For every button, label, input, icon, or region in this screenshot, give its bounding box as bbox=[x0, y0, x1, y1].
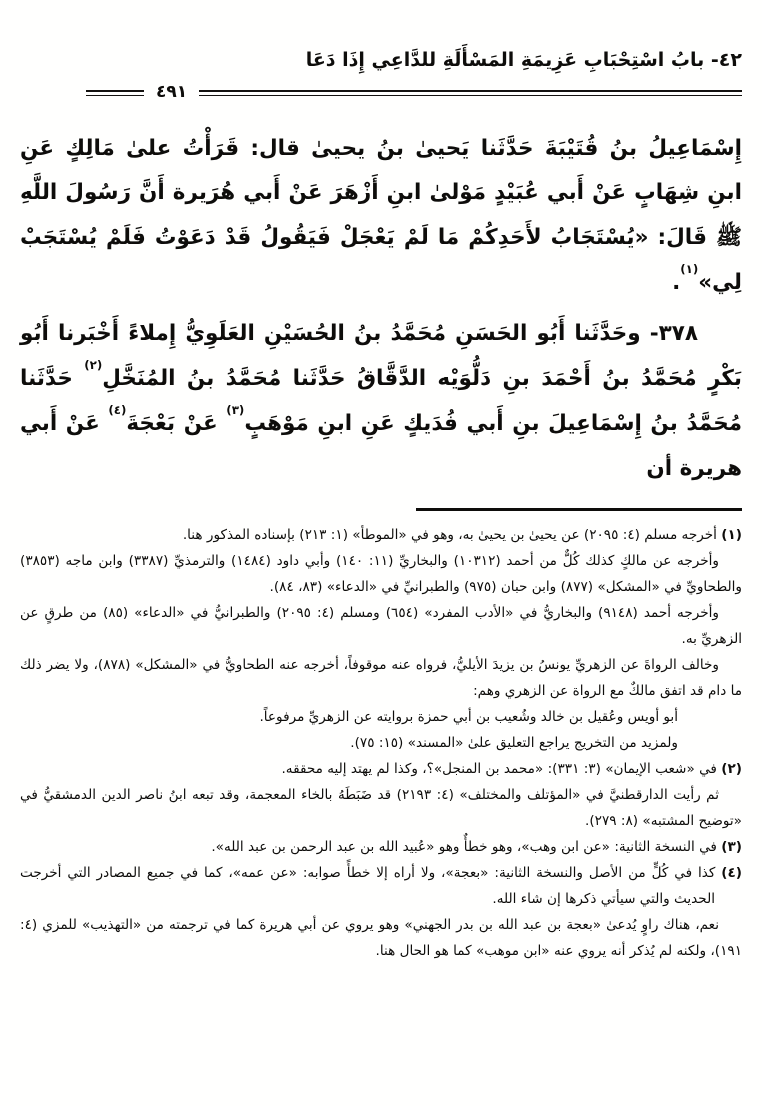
footnote-2 bbox=[20, 756, 742, 834]
footnote-paragraph bbox=[20, 834, 742, 860]
chapter-heading: ٤٢- بابُ اسْتِحْبَابِ عَزِيمَةِ المَسْأَلَةِ للدَّاعِي إِذَا دَعَا bbox=[305, 49, 742, 71]
footnote-3 bbox=[20, 834, 742, 860]
footnote-paragraph bbox=[20, 756, 742, 782]
footnote-paragraph: أبو أويس وعُقيل بن خالد وشُعيب بن أبي حمزة بروايته عن الزهريِّ مرفوعاً. bbox=[259, 709, 678, 726]
footnotes-section bbox=[20, 522, 742, 964]
double-rule-left bbox=[86, 90, 144, 96]
footnote-1 bbox=[20, 522, 742, 756]
footnote-4 bbox=[20, 860, 742, 964]
footnote-paragraph: وأخرجه أحمد (٩١٤٨) والبخاريُّ في «الأدب المفرد» (٦٥٤) ومسلم (٤: ٢٠٩٥) والطبرانيُّ في «الدعاء» (٨٥) من طرقٍ عن الزهريِّ به. bbox=[20, 605, 742, 648]
footnote-marker: (٢) bbox=[721, 761, 742, 778]
footnote-text: في النسخة الثانية: «عن ابن وهب»، وهو خطأٌ وهو «عُبيد الله بن عبد الرحمن بن عبد الله». bbox=[211, 839, 717, 856]
hadith-paragraph-378: ٣٧٨- وحَدَّثَنا أَبُو الحَسَنِ مُحَمَّدُ بنُ الحُسَيْنِ العَلَوِيُّ إِملاءً أَخْبَرنا أَبُو بَكْرٍ مُحَمَّدُ بنُ أَحْمَدَ بنِ دَلُّوَيْه الدَّقَّاقُ حَدَّثَنا مُحَمَّدُ بنُ المُنَخَّلِ$^{(٢)}$ حَدَّثَنا مُحَمَّدُ بنُ إِسْمَاعِيلَ بنِ أَبي فُدَيكٍ عَنِ ابنِ مَوْهَبٍ$^{(٣)}$ عَنْ بَعْجَةَ$^{(٤)}$ عَنْ أَبي هريرة أن bbox=[20, 321, 743, 481]
hadith-paragraph-continuation: إِسْمَاعِيلُ بنُ قُتَيْبَةَ حَدَّثَنا يَحيىٰ بنُ يحيىٰ قال: قَرَأْتُ علىٰ مَالِكٍ عَنِ ابنِ شِهَابٍ عَنْ أَبي عُبَيْدٍ مَوْلىٰ ابنِ أَزْهَرَ عَنْ أَبي هُرَيرة أَنَّ رَسُولَ اللَّهِ ﷺ قَالَ: «يُسْتَجَابُ لأَحَدِكُمْ مَا لَمْ يَعْجَلْ فَيَقُولُ قَدْ دَعَوْتُ فَلَمْ يُسْتَجَبْ لِي»$^{(١)}$. bbox=[20, 135, 742, 295]
footnote-paragraph: وخالف الرواةَ عن الزهريِّ يونسُ بن يزيدَ الأيليُّ، فرواه عنه موقوفاً، أخرجه عنه الطحاويُّ في «المشكل» (٨٧٨)، ولا يضر ذلك ما دام قد اتفق مالكٌ مع الرواة عن الزهري وهم: bbox=[20, 657, 742, 700]
footnote-marker: (٣) bbox=[721, 839, 742, 856]
footnote-separator bbox=[416, 508, 742, 511]
page-number-row bbox=[20, 81, 742, 103]
page-number: ٤٩١ bbox=[156, 81, 188, 102]
footnote-paragraph: ولمزيد من التخريج يراجع التعليق علىٰ «المسند» (١٥: ٧٥). bbox=[350, 735, 678, 752]
footnote-marker: (١) bbox=[721, 527, 742, 544]
footnote-paragraph: نعم، هناك راوٍ يُدعىٰ «بعجة بن عبد الله بن بدر الجهني» وهو يروي عن أبي هريرة كما في ترجمته من «التهذيب» للمزي (٤: ١٩١)، ولكنه لم يُذكر أنه يروي عنه «ابن موهب» كما هو الحال هنا. bbox=[20, 917, 742, 960]
hadith-text bbox=[20, 127, 742, 492]
double-rule-right bbox=[199, 90, 742, 96]
footnote-paragraph: وأخرجه عن مالكٍ كذلك كُلٌّ من أحمد (١٠٣١٢) والبخاريِّ (١١: ١٤٠) وأبي داود (١٤٨٤) والترمذيِّ (٣٣٨٧) وابن ماجه (٣٨٥٣) والطحاويِّ في «المشكل» (٨٧٧) وابن حبان (٩٧٥) والطبرانيِّ في «الدعاء» (٨٣، ٨٤). bbox=[20, 553, 742, 596]
page-header bbox=[20, 46, 742, 103]
footnote-marker: (٤) bbox=[721, 865, 742, 882]
footnote-paragraph: ثم رأيت الدارقطنيَّ في «المؤتلف والمختلف» (٤: ٢١٩٣) قد ضَبَطَهُ بالخاء المعجمة، وقد تبعه ابنُ ناصر الدين الدمشقيُّ في «توضيح المشتبه» (٨: ٢٧٩). bbox=[20, 787, 742, 830]
footnote-text: كذا في كُلٍّ من الأصل والنسخة الثانية: «بعجة»، ولا أراه إلا خطأً صوابه: «عن عمه»، كما في جميع المصادر التي أخرجت الحديث والتي سيأتي ذكرها إن شاء الله. bbox=[20, 865, 716, 908]
footnote-text: في «شعب الإيمان» (٣: ٣٣١): «محمد بن المنجل»؟، وكذا لم يهتد إليه محققه. bbox=[281, 761, 717, 778]
footnote-paragraph bbox=[20, 860, 742, 912]
footnote-text: أخرجه مسلم (٤: ٢٠٩٥) عن يحيىٰ بن يحيىٰ به، وهو في «الموطأ» (١: ٢١٣) بإسناده المذكور هنا. bbox=[182, 527, 717, 544]
footnote-paragraph bbox=[20, 522, 742, 548]
